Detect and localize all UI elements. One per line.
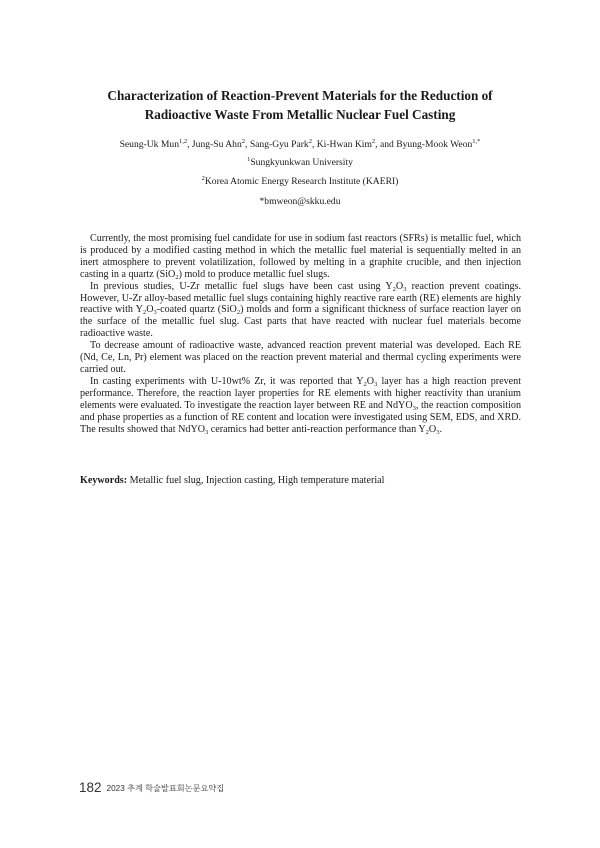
abstract-paragraph-4: In casting experiments with U-10wt% Zr, it was reported that $Y_2O_3$ layer has a high reaction prevent performance. Therefore, the reaction layer properties for RE elements with higher reactivity than uranium elements were evaluated. To investigate the reaction layer between RE and NdYO$_3$, the reaction composition and phase properties as a function of RE content and location were investigated using SEM, EDS, and XRD. The results showed that NdYO$_3$ ceramics had better anti-reaction performance than $Y_2O_3$. (80, 375, 521, 436)
title-line-1: Characterization of Reaction-Prevent Materials for the Reduction of (107, 88, 493, 103)
author-affil-sup: 2 (308, 138, 312, 145)
author-name: Seung-Uk Mun (119, 139, 179, 150)
author-name: Ki-Hwan Kim (316, 139, 372, 150)
abstract-paragraph-3: To decrease amount of radioactive waste, advanced reaction prevent material was developed. Each RE (Nd, Ce, Ln, Pr) element was placed on the reaction prevent material and thermal cycling experiments were carried out. (80, 340, 521, 375)
author-name: Sang-Gyu Park (249, 139, 309, 150)
author-affil-sup: 1,* (472, 138, 481, 145)
abstract-paragraph-2: In previous studies, U-Zr metallic fuel slugs have been cast using $Y_2O_3$ reaction prevent coatings. However, U-Zr alloy-based metallic fuel slugs containing highly reactive rare earth (RE) elements are highly reactive with $Y_2O_3$-coated quartz (SiO$_2$) molds and form a significant thickness of surface reaction layer on the surface of the metallic fuel slug. Cast parts that have reacted with nuclear fuel materials become radioactive waste. (80, 280, 522, 340)
keywords-text: Metallic fuel slug, Injection casting, High temperature material (127, 475, 385, 486)
author-name: Jung-Su Ahn (191, 139, 242, 150)
author-list: Seung-Uk Mun$^{1,2}$, Jung-Su Ahn$^2$, Sang-Gyu Park$^2$, Ki-Hwan Kim$^2$, and Byung-Mook Weon$^{1,*}$ (119, 138, 481, 150)
paper-title (60, 86, 540, 124)
abstract-paragraph-1: Currently, the most promising fuel candidate for use in sodium fast reactors (SFRs) is metallic fuel, which is produced by a modified casting method in which the metallic fuel material is sequentially melted in an inert atmosphere to prevent volatilization, followed by melting in a graphite crucible, and then injection casting in a quartz (SiO$_2$) mold to produce metallic fuel slugs. (80, 233, 521, 281)
author-affil-sup: 2 (371, 138, 376, 145)
author-name: Byung-Mook Weon (396, 139, 473, 150)
page-number: 182 (79, 780, 102, 795)
corresponding-email: *bmweon@skku.edu (259, 196, 341, 207)
author-affil-sup: 1,2 (179, 138, 188, 145)
keywords (80, 475, 521, 487)
title-line-2: Radioactive Waste From Metallic Nuclear Fuel Casting (144, 107, 456, 122)
abstract-body (80, 233, 521, 435)
keywords-label: Keywords: (80, 475, 128, 486)
affiliation-2: $^2$Korea Atomic Energy Research Institute (KAERI) (201, 175, 399, 187)
footer-title: 2023 추계 학술발표회논문요약집 (106, 784, 225, 793)
author-affil-sup: 2 (241, 138, 246, 145)
page-footer (79, 779, 224, 797)
affiliation-1: $^1$Sungkyunkwan University (247, 156, 353, 168)
